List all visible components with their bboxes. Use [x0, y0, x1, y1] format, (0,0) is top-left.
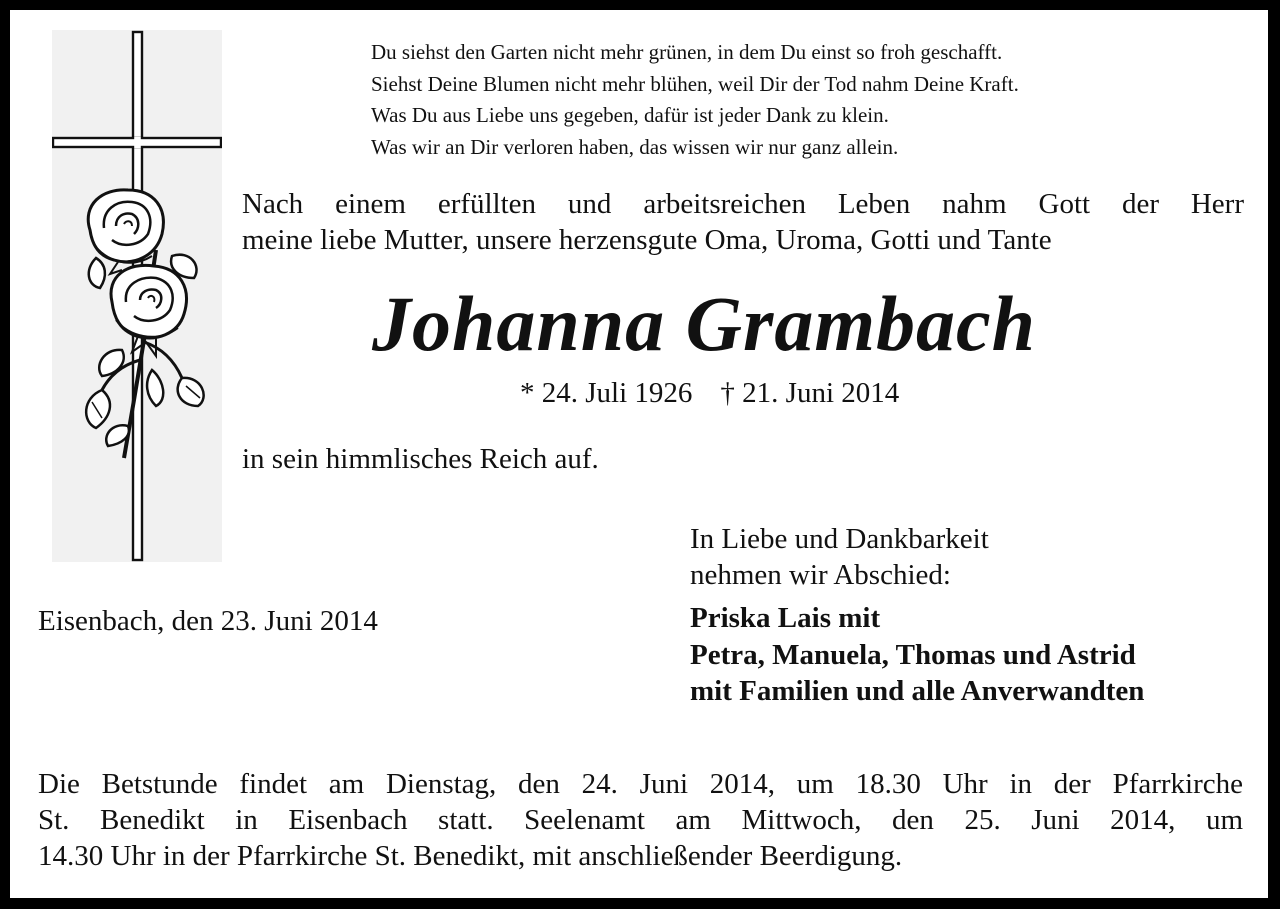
service-line: 14.30 Uhr in der Pfarrkirche St. Benedikt, mit anschließender Beerdigung.: [38, 840, 903, 872]
poem: [371, 37, 1019, 163]
family-line: Petra, Manuela, Thomas und Astrid: [690, 638, 1136, 671]
death-date: † 21. Juni 2014: [720, 377, 900, 409]
intro-text: [242, 186, 1244, 258]
service-line: Die Betstunde findet am Dienstag, den 24. Juni 2014, um 18.30 Uhr in der Pfarrkirche: [38, 768, 1243, 800]
poem-line: Was Du aus Liebe uns gegeben, dafür ist jeder Dank zu klein.: [371, 103, 889, 127]
deceased-name: Johanna Grambach: [372, 280, 1036, 367]
farewell-text: [690, 521, 989, 593]
closing-phrase: in sein himmlisches Reich auf.: [242, 443, 599, 475]
family-line: Priska Lais mit: [690, 602, 881, 634]
intro-line: meine liebe Mutter, unsere herzensgute Oma, Uroma, Gotti und Tante: [242, 224, 1052, 256]
family-line: mit Familien und alle Anverwandten: [690, 675, 1145, 707]
farewell-line: In Liebe und Dankbarkeit: [690, 523, 989, 555]
poem-line: Du siehst den Garten nicht mehr grünen, in dem Du einst so froh geschafft.: [371, 40, 1003, 64]
service-info: [38, 766, 1243, 874]
service-line: St. Benedikt in Eisenbach statt. Seelenamt am Mittwoch, den 25. Juni 2014, um: [38, 804, 1243, 836]
poem-line: Siehst Deine Blumen nicht mehr blühen, weil Dir der Tod nahm Deine Kraft.: [371, 71, 1019, 96]
family-names: [690, 600, 1144, 710]
farewell-line: nehmen wir Abschied:: [690, 559, 951, 591]
obituary-notice: [10, 10, 1268, 898]
cross-with-roses-icon: [52, 30, 222, 562]
birth-date: * 24. Juli 1926: [520, 377, 693, 409]
intro-line: Nach einem erfüllten und arbeitsreichen Leben nahm Gott der Herr: [242, 188, 1244, 220]
poem-line: Was wir an Dir verloren haben, das wissen wir nur ganz allein.: [371, 134, 899, 159]
place-date: Eisenbach, den 23. Juni 2014: [38, 605, 378, 637]
life-dates: [520, 375, 899, 411]
